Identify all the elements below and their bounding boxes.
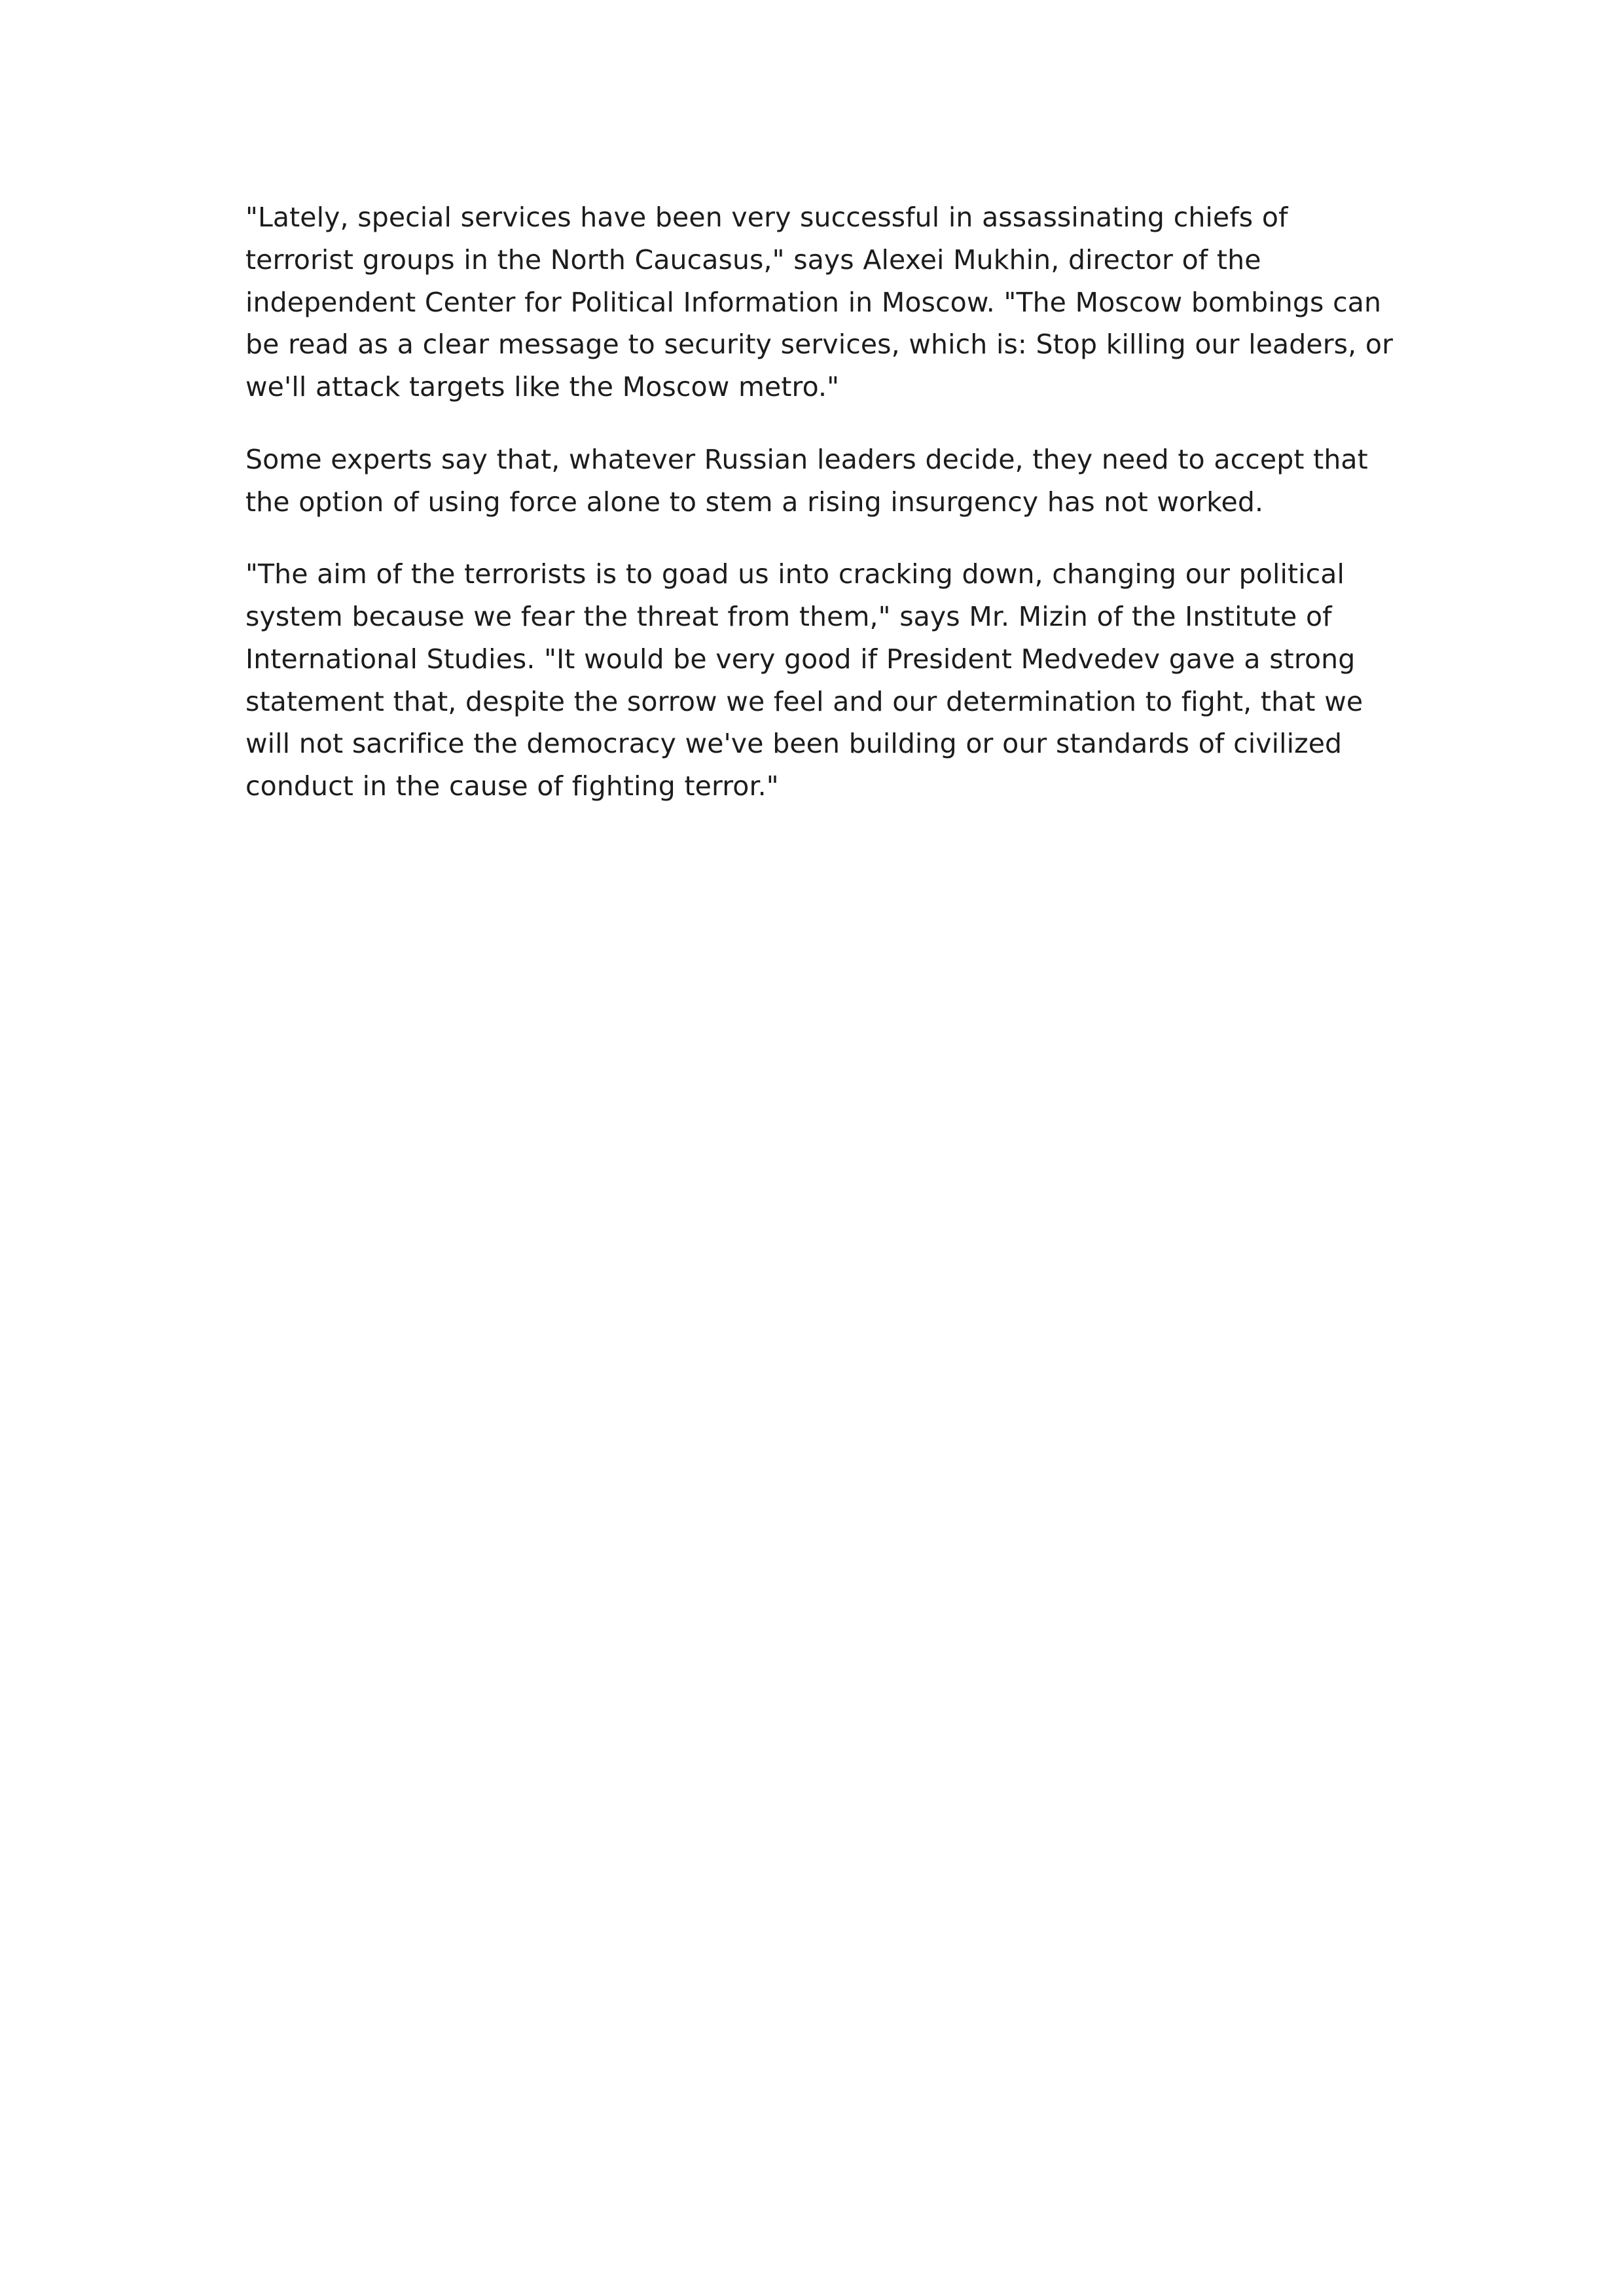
paragraph-3: "The aim of the terrorists is to goad us into cracking down, changing our political system because we fear the threat from them," says Mr. Mizin of the Institute of International Studies. "It would be very good if President Medvedev gave a strong statement that, despite the sorrow we feel and our determination to fight, that we will not sacrifice the democracy we've been building or our standards of civilized conduct in the cause of fighting terror." <box>245 558 1363 802</box>
paragraph-1: "Lately, special services have been very successful in assassinating chiefs of terrorist groups in the North Caucasus," says Alexei Mukhin, director of the independent Center for Political Information in Moscow. "The Moscow bombings can be read as a clear message to security services, which is: Stop killing our leaders, or we'll attack targets like the Moscow metro." <box>245 202 1394 403</box>
document-body <box>245 196 1398 808</box>
paragraph-2: Some experts say that, whatever Russian leaders decide, they need to accept that the option of using force alone to stem a rising insurgency has not worked. <box>245 443 1368 518</box>
